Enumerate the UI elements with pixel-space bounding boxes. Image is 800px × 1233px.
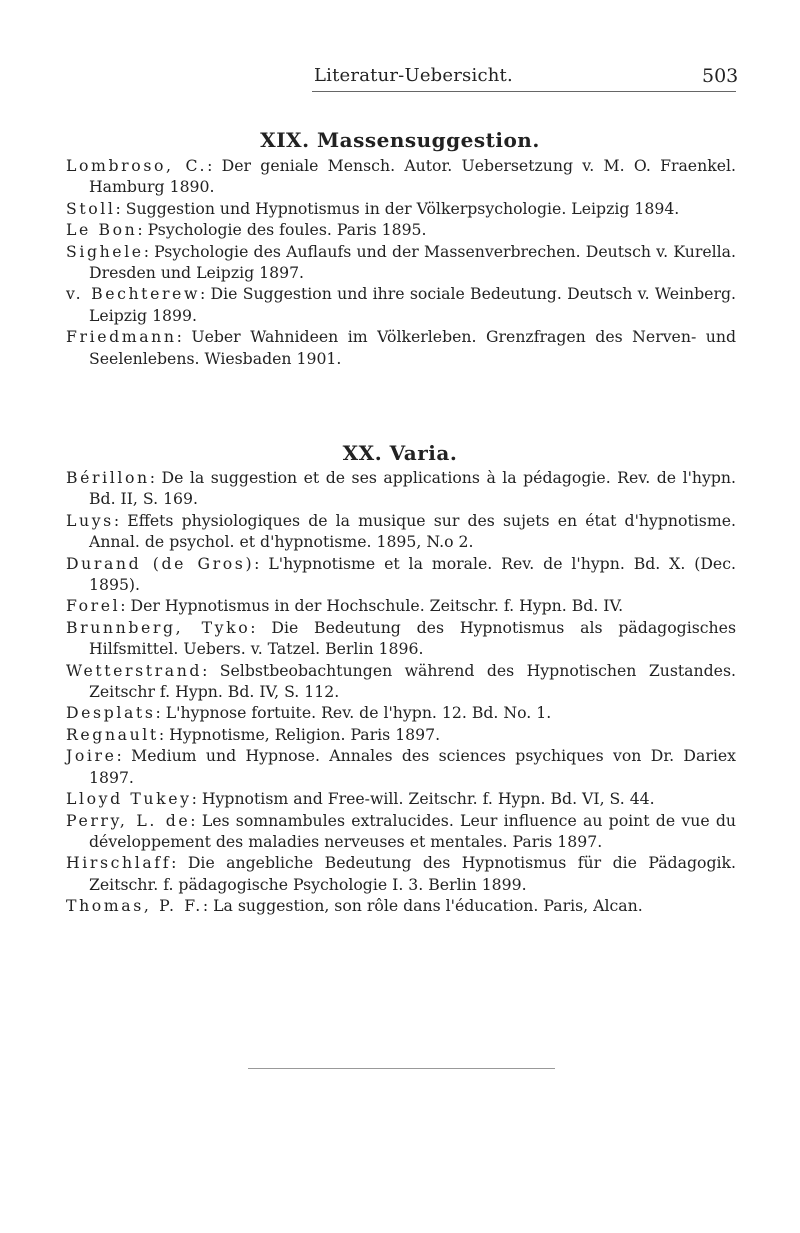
entry-author: v. Bechterew <box>66 284 200 304</box>
bibliography-entry <box>66 810 736 853</box>
entry-text: : Der geniale Mensch. Autor. Uebersetzung v. M. O. Fraenkel. Hamburg 1890. <box>89 156 736 197</box>
entry-text: : Suggestion und Hypnotismus in der Völkerpsychologie. Leipzig 1894. <box>115 198 680 218</box>
bibliography-entry <box>66 595 736 616</box>
bibliography-entry <box>66 219 736 240</box>
entry-author: Friedmann <box>66 327 177 347</box>
footer-rule <box>248 1068 555 1069</box>
section-heading-massensuggestion: XIX. Massensuggestion. <box>260 128 540 152</box>
bibliography-entry <box>66 895 736 916</box>
entry-author: Regnault <box>66 724 159 744</box>
entry-author: Wetterstrand <box>66 660 203 680</box>
bibliography-entry <box>66 241 736 284</box>
entry-author: Lombroso, C. <box>66 156 208 175</box>
bibliography-entry <box>66 788 736 809</box>
bibliography-entry <box>66 467 736 510</box>
entry-author: Hirschlaff <box>66 853 172 873</box>
bibliography-list-massensuggestion <box>66 155 736 369</box>
entry-author: Le Bon <box>66 220 138 240</box>
entry-text: : L'hypnose fortuite. Rev. de l'hypn. 12. Bd. No. 1. <box>155 703 552 723</box>
bibliography-entry <box>66 724 736 745</box>
entry-author: Joire <box>66 746 117 766</box>
entry-author: Stoll <box>66 198 116 218</box>
entry-text: : La suggestion, son rôle dans l'éducation. Paris, Alcan. <box>202 896 643 916</box>
bibliography-entry <box>66 326 736 369</box>
entry-text: : L'hypnotisme et la morale. Rev. de l'hypn. Bd. X. (Dec. 1895). <box>89 553 736 595</box>
bibliography-entry <box>66 155 736 198</box>
entry-text: : Psychologie des foules. Paris 1895. <box>137 220 427 240</box>
entry-author: Thomas, P. F. <box>66 896 203 916</box>
bibliography-entry <box>66 852 736 895</box>
entry-author: Desplats <box>66 703 156 723</box>
bibliography-entry <box>66 283 736 326</box>
entry-text: : Die Bedeutung des Hypnotismus als pädagogisches Hilfsmittel. Uebers. v. Tatzel. Berlin 1896. <box>89 617 736 659</box>
bibliography-entry <box>66 660 736 703</box>
section-heading-varia: XX. Varia. <box>342 441 458 465</box>
entry-author: Bérillon <box>66 468 150 487</box>
bibliography-entry <box>66 198 736 219</box>
entry-author: Sighele <box>66 241 144 261</box>
entry-text: : Die Suggestion und ihre sociale Bedeutung. Deutsch v. Weinberg. Leipzig 1899. <box>89 284 736 325</box>
bibliography-entry <box>66 702 736 723</box>
page-number: 503 <box>702 65 739 87</box>
entry-text: : Der Hypnotismus in der Hochschule. Zeitschr. f. Hypn. Bd. IV. <box>120 596 624 616</box>
entry-author: Durand (de Gros) <box>66 553 255 573</box>
entry-author: Perry, L. de <box>66 810 191 830</box>
entry-text: : De la suggestion et de ses applications à la pédagogie. Rev. de l'hypn. Bd. II, S. 169. <box>89 468 736 509</box>
entry-text: : Medium und Hypnose. Annales des sciences psychiques von Dr. Dariex 1897. <box>89 746 736 787</box>
entry-author: Forel <box>66 596 121 616</box>
entry-author: Brunnberg, Tyko <box>66 617 251 637</box>
entry-author: Luys <box>66 510 114 530</box>
bibliography-entry <box>66 745 736 788</box>
bibliography-entry <box>66 510 736 553</box>
entry-text: : Effets physiologiques de la musique sur des sujets en état d'hypnotisme. Annal. de psychol. et d'hypnotisme. 1895, N.o 2. <box>89 510 736 552</box>
bibliography-entry <box>66 553 736 596</box>
entry-text: : Les somnambules extralucides. Leur influence au point de vue du développement des maladies nerveuses et mentales. Paris 1897. <box>89 810 736 851</box>
running-head-title: Literatur-Uebersicht. <box>314 65 513 86</box>
running-head <box>0 65 800 93</box>
entry-text: : Hypnotism and Free-will. Zeitschr. f. Hypn. Bd. VI, S. 44. <box>191 789 655 809</box>
bibliography-entry <box>66 617 736 660</box>
header-rule <box>312 91 736 92</box>
entry-text: : Ueber Wahnideen im Völkerleben. Grenzfragen des Nerven- und Seelenlebens. Wiesbaden 1901. <box>89 327 736 368</box>
entry-text: : Selbstbeobachtungen während des Hypnotischen Zustandes. Zeitschr f. Hypn. Bd. IV, S. 112. <box>89 660 736 702</box>
entry-author: Lloyd Tukey <box>66 789 192 809</box>
bibliography-list-varia <box>66 467 736 917</box>
entry-text: : Die angebliche Bedeutung des Hypnotismus für die Pädagogik. Zeitschr. f. pädagogische Psychologie I. 3. Berlin 1899. <box>89 853 736 894</box>
entry-text: : Psychologie des Auflaufs und der Massenverbrechen. Deutsch v. Kurella. Dresden und Leipzig 1897. <box>89 241 736 283</box>
entry-text: : Hypnotisme, Religion. Paris 1897. <box>158 724 441 744</box>
